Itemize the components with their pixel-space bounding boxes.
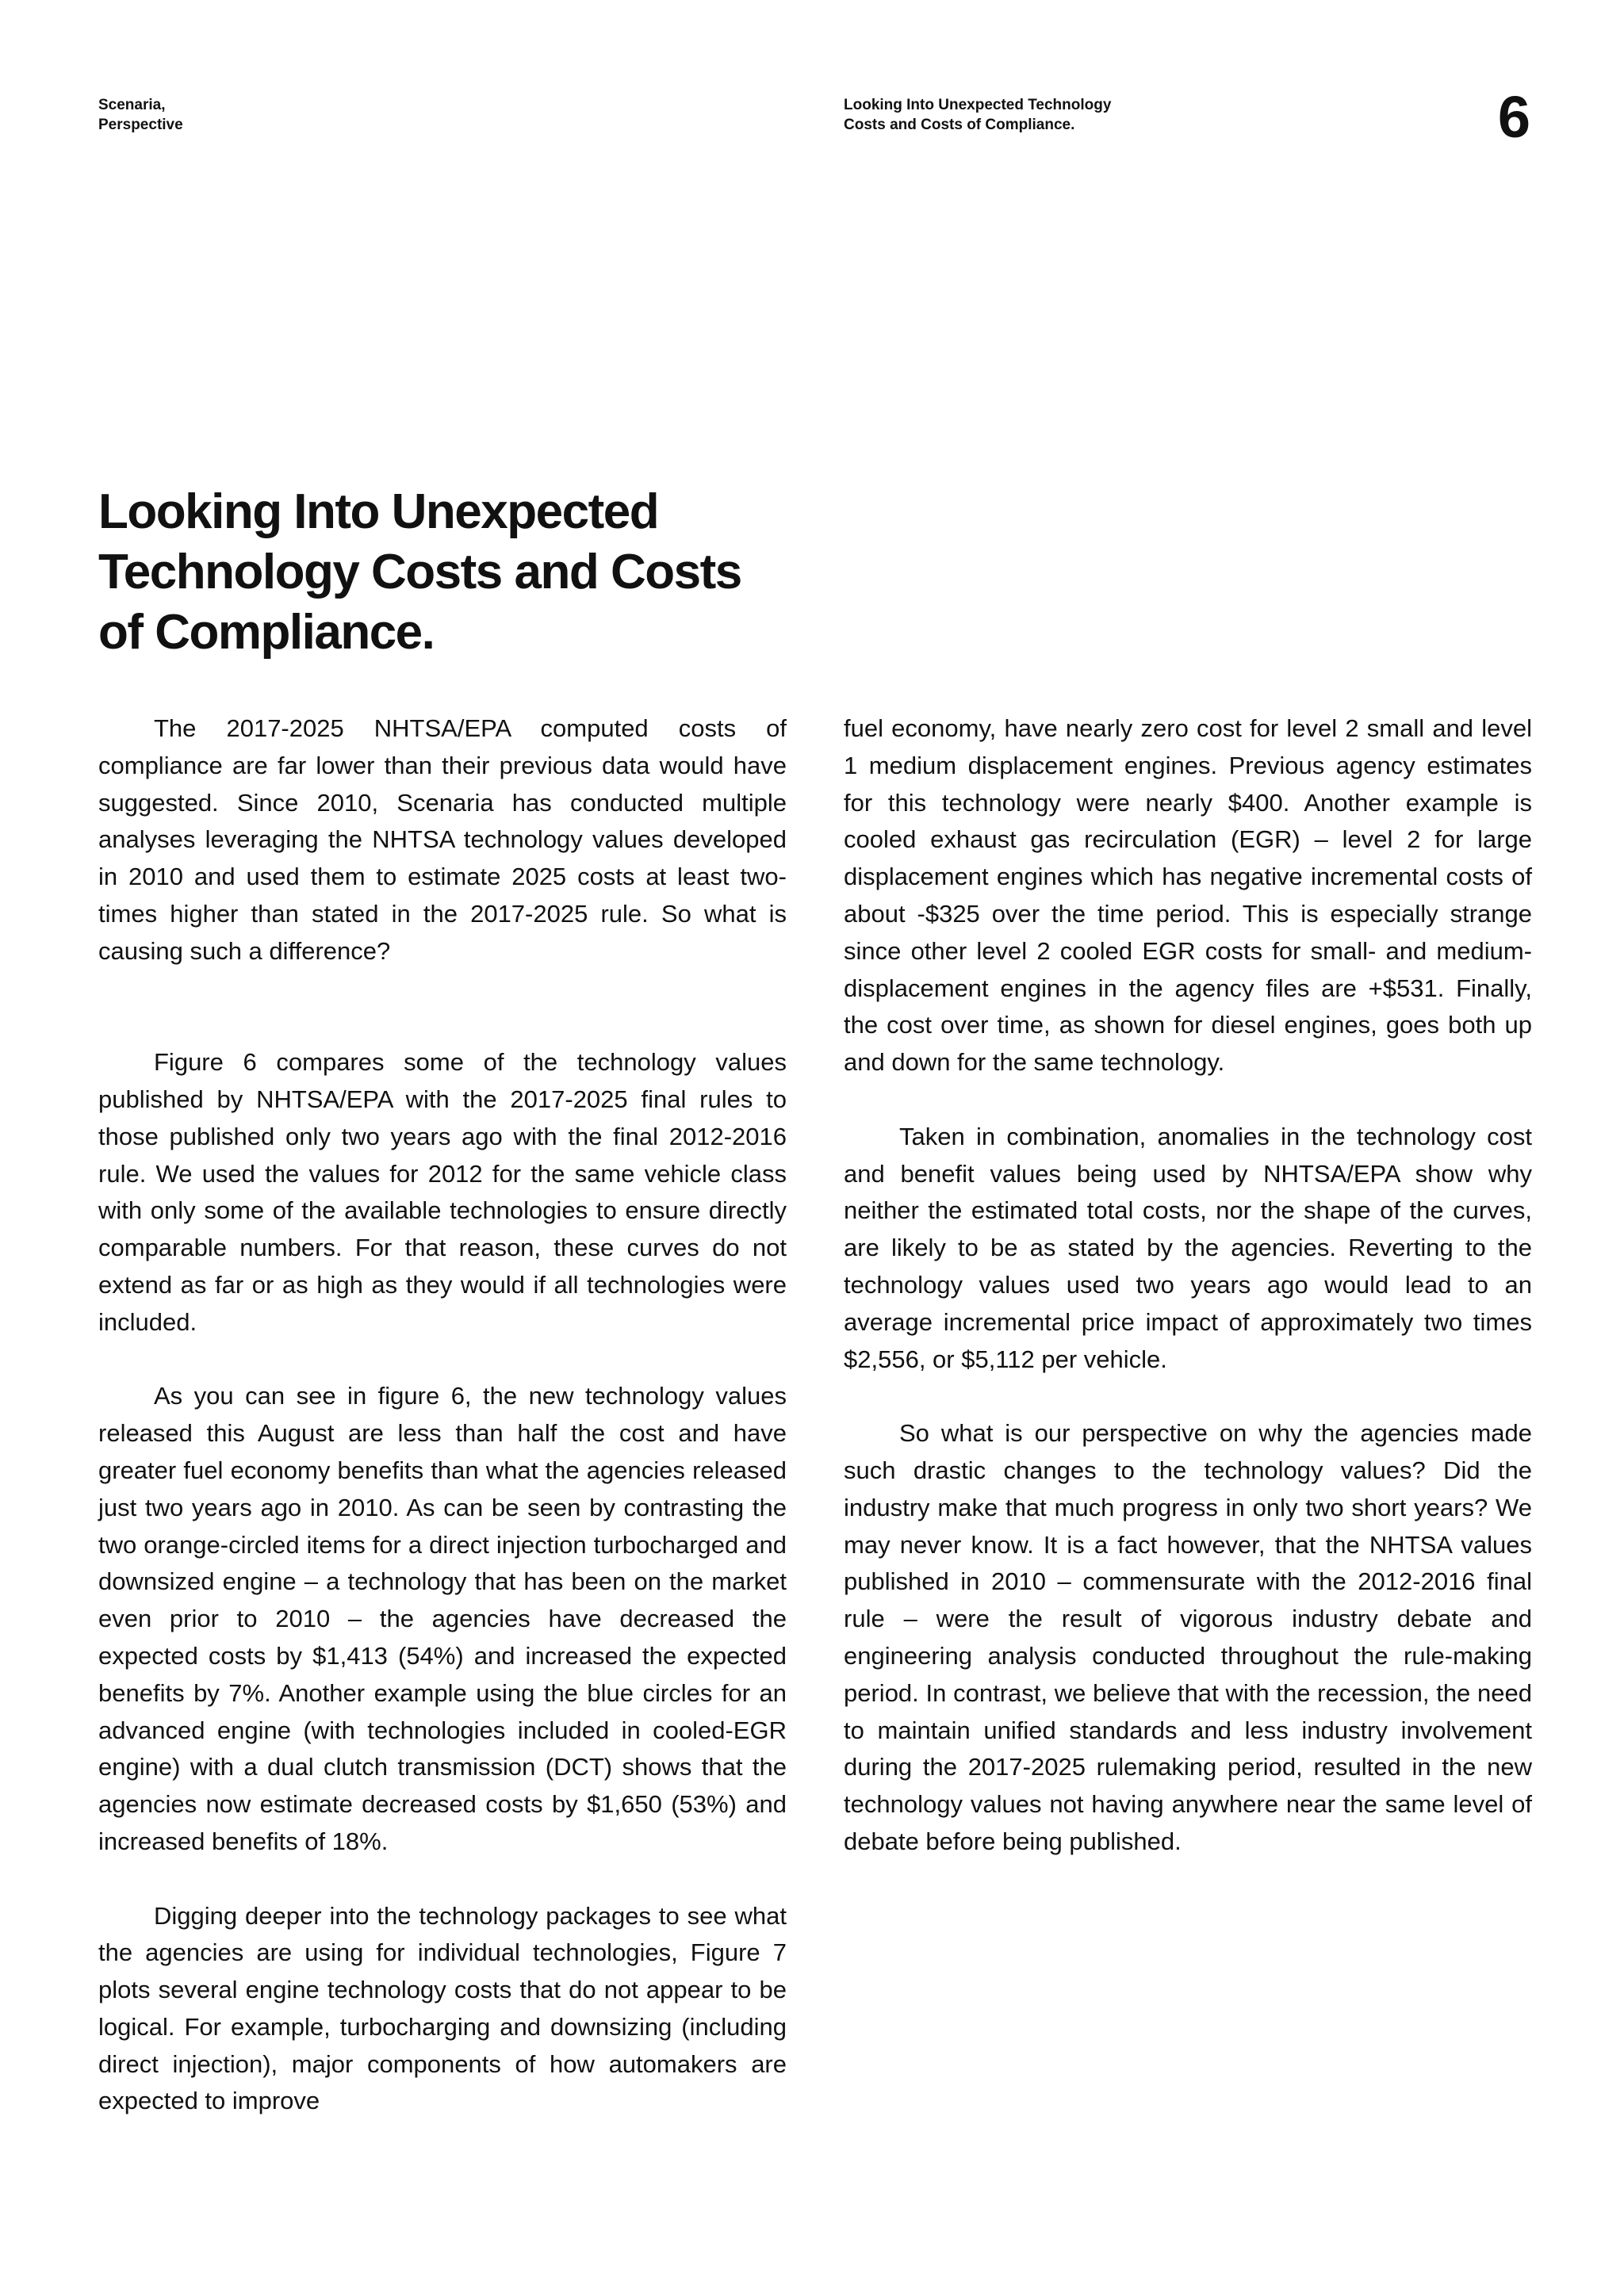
paragraph-new-technology-values: As you can see in figure 6, the new technology values released this August are less than half the cost and have greater fuel economy benefits than what the agencies released just two years ago in 2010. As can be seen by contrasting the two orange-circled items for a direct injection turbocharged and downsized engine – a technology that has been on the market even prior to 2010 – the agencies have decreased the expected costs by $1,413 (54%) and increased the expected benefits by 7%. Another example using the blue circles for an advanced engine (with technologies included in cooled-EGR engine) with a dual clutch transmission (DCT) shows that the agencies now estimate decreased costs by $1,650 (53%) and increased benefits of 18%. [98, 1382, 787, 1855]
running-header-right [844, 95, 1240, 135]
running-header-left-line1: Scenaria, [98, 97, 166, 113]
page-title-line2: Technology Costs and Costs [98, 545, 741, 599]
page-number: 6 [1497, 84, 1530, 150]
paragraph-perspective: So what is our perspective on why the agencies made such drastic changes to the technology values? Did the industry make that much progress in only two short years? We may never know. It is a fact however, that the NHTSA values published in 2010 – commensurate with the 2012-2016 final rule – were the result of vigorous industry debate and engineering analysis conducted throughout the rule-making period. In contrast, we believe that with the recession, the need to maintain unified standards and less industry involvement during the 2017-2025 rulemaking period, resulted in the new technology values not having anywhere near the same level of debate before being published. [844, 1419, 1532, 1855]
paragraph-anomalies-combination: Taken in combination, anomalies in the technology cost and benefit values being used by NHTSA/EPA show why neither the estimated total costs, nor the shape of the curves, are likely to be as stated by the agencies. Reverting to the technology values used two years ago would lead to an average incremental price impact of approximately two times $2,556, or $5,112 per vehicle. [844, 1122, 1532, 1373]
page-title-line1: Looking Into Unexpected [98, 484, 659, 539]
paragraph-engine-cost-anomalies: fuel economy, have nearly zero cost for level 2 small and level 1 medium displacement engines. Previous agency estimates for this technology were nearly $400. Another example is cooled exhaust gas recirculation (EGR) – level 2 for large displacement engines which has negative incremental costs of about -$325 over the time period. This is especially strange since other level 2 cooled EGR costs for small- and medium-displacement engines in the agency files are +$531. Finally, the cost over time, as shown for diesel engines, goes both up and down for the same technology. [844, 714, 1532, 1077]
left-column [98, 710, 787, 2120]
paragraph-figure-7-packages: Digging deeper into the technology packages to see what the agencies are using for individual technologies, Figure 7 plots several engine technology costs that do not appear to be logical. For example, turbocharging and downsizing (including direct injection), major components of how automakers are expected to improve [98, 1901, 787, 2115]
running-header-left-line2: Perspective [98, 117, 183, 133]
running-header-left [98, 95, 416, 135]
running-header-right-line2: Costs and Costs of Compliance. [844, 117, 1075, 133]
paragraph-figure-6-comparison: Figure 6 compares some of the technology values published by NHTSA/EPA with the 2017-2025 final rules to those published only two years ago with the final 2012-2016 rule. We used the values for 2012 for the same vehicle class with only some of the available technologies to ensure directly comparable numbers. For that reason, these curves do not extend as far or as high as they would if all technologies were included. [98, 1048, 787, 1336]
right-column [844, 710, 1532, 1861]
running-header-right-line1: Looking Into Unexpected Technology [844, 97, 1112, 113]
page-title [98, 482, 828, 663]
paragraph-cost-difference: The 2017-2025 NHTSA/EPA computed costs of compliance are far lower than their previous data would have suggested. Since 2010, Scenaria has conducted multiple analyses leveraging the NHTSA technology values developed in 2010 and used them to estimate 2025 costs at least two-times higher than stated in the 2017-2025 rule. So what is causing such a difference? [98, 714, 787, 965]
page-title-line3: of Compliance. [98, 605, 435, 660]
